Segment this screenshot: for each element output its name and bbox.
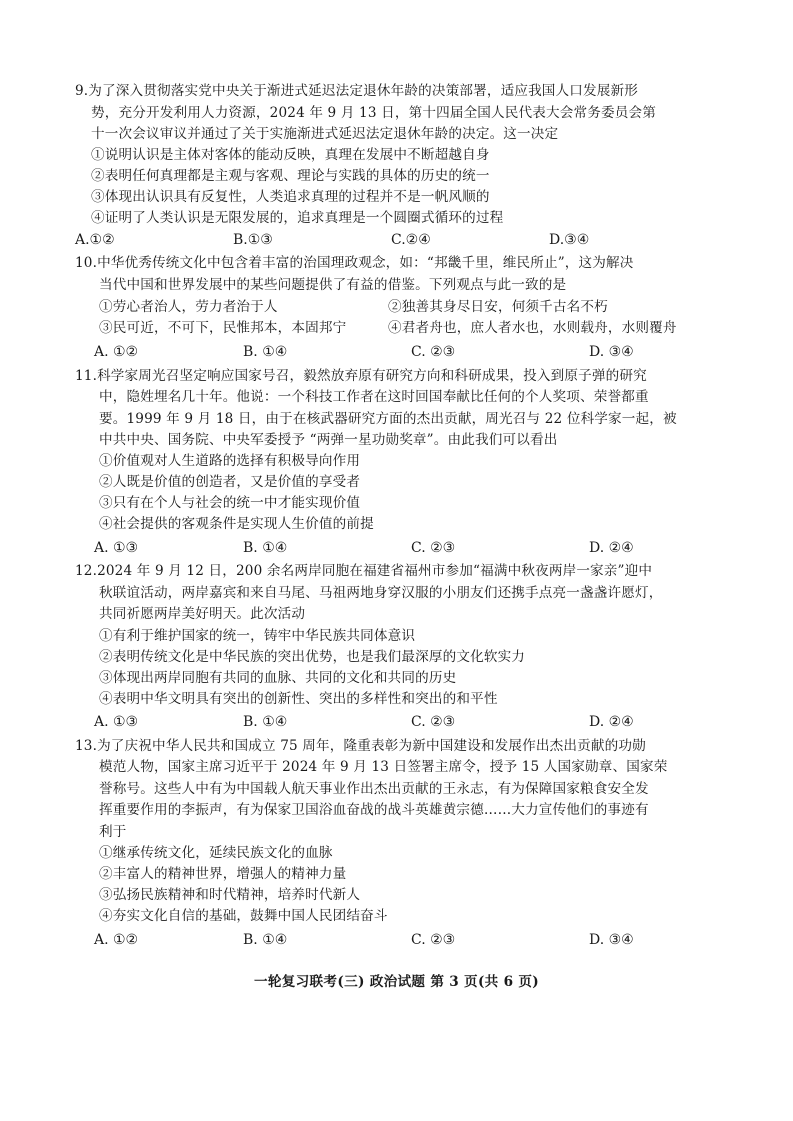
- question-11-option-b: B. ①④: [243, 540, 288, 556]
- question-10-option-c: C. ②③: [411, 344, 456, 360]
- question-9-option-b: B.①③: [233, 232, 273, 248]
- question-10-option-d: D. ③④: [589, 344, 634, 360]
- question-11-item: ①价值观对人生道路的选择有积极导向作用: [99, 453, 361, 469]
- question-9-option-c: C.②④: [391, 232, 431, 248]
- question-13-stem-line: 13.为了庆祝中华人民共和国成立 75 周年，隆重表彰为新中国建设和发展作出杰出贡献的功勋: [75, 738, 646, 754]
- question-9-option-a: A.①②: [75, 232, 115, 248]
- question-13-option-a: A. ①②: [94, 932, 139, 948]
- question-13-item: ②丰富人的精神世界，增强人的精神力量: [99, 866, 347, 882]
- question-13-stem-line: 挥重要作用的李振声，有为保家卫国浴血奋战的战斗英雄黄宗德……大力宣传他们的事迹有: [99, 802, 649, 818]
- question-13-item: ③弘扬民族精神和时代精神，培养时代新人: [99, 887, 361, 903]
- page-footer: 一轮复习联考(三) 政治试题 第 3 页(共 6 页): [253, 974, 540, 990]
- question-11-item: ②人既是价值的创造者，又是价值的享受者: [99, 474, 361, 490]
- question-10-option-a: A. ①②: [94, 344, 139, 360]
- question-12-stem-line: 秋联谊活动，两岸嘉宾和来自马尾、马祖两地身穿汉服的小朋友们还携手点亮一盏盏许愿灯，: [99, 585, 663, 601]
- question-12-item: ②表明传统文化是中华民族的突出优势，也是我们最深厚的文化软实力: [99, 649, 526, 665]
- question-12-item: ④表明中华文明具有突出的创新性、突出的多样性和突出的和平性: [99, 691, 498, 707]
- question-12-item: ①有利于维护国家的统一，铸牢中华民族共同体意识: [99, 628, 416, 644]
- question-10-option-b: B. ①④: [243, 344, 288, 360]
- question-9-item: ①说明认识是主体对客体的能动反映，真理在发展中不断超越自身: [91, 147, 490, 163]
- question-10-stem-line: 10.中华优秀传统文化中包含着丰富的治国理政观念，如：“邦畿千里，维民所止”，这为解决: [75, 255, 634, 271]
- question-11-option-d: D. ②④: [589, 540, 634, 556]
- question-13-option-b: B. ①④: [243, 932, 288, 948]
- question-9-option-d: D.③④: [549, 232, 590, 248]
- question-11-stem-line: 中共中央、国务院、中央军委授予 “两弹一星功勋奖章”。由此我们可以看出: [99, 432, 558, 448]
- question-13-item: ④夯实文化自信的基础，鼓舞中国人民团结奋斗: [99, 908, 388, 924]
- question-12-item: ③体现出两岸同胞有共同的血脉、共同的文化和共同的历史: [99, 670, 457, 686]
- question-12-option-b: B. ①④: [243, 714, 288, 730]
- question-9-item: ②表明任何真理都是主观与客观、理论与实践的具体的历史的统一: [91, 168, 490, 184]
- question-13-option-d: D. ③④: [589, 932, 634, 948]
- question-9-item: ③体现出认识具有反复性，人类追求真理的过程并不是一帆风顺的: [91, 189, 490, 205]
- question-11-item: ③只有在个人与社会的统一中才能实现价值: [99, 495, 361, 511]
- question-12-stem-line: 共同祈愿两岸美好明天。此次活动: [99, 606, 306, 622]
- question-9-stem-line: 势，充分开发利用人力资源，2024 年 9 月 13 日，第十四届全国人民代表大会常务委员会第: [91, 105, 656, 121]
- question-13-stem-line: 模范人物，国家主席习近平于 2024 年 9 月 13 日签署主席令，授予 15 人国家勋章、国家荣: [99, 759, 668, 775]
- question-11-stem-line: 要。1999 年 9 月 18 日，由于在核武器研究方面的杰出贡献，周光召与 22 位科学家一起，被: [99, 411, 677, 427]
- question-12-option-c: C. ②③: [411, 714, 456, 730]
- question-10-item: ③民可近，不可下，民惟邦本，本固邦宁: [99, 320, 347, 336]
- question-12-stem-line: 12.2024 年 9 月 12 日，200 余名两岸同胞在福建省福州市参加“福满中秋夜两岸一家亲”迎中: [75, 563, 653, 579]
- question-11-stem-line: 中，隐姓埋名几十年。他说：一个科技工作者在这时回国奉献比任何的个人奖项、荣誉都重: [99, 389, 649, 405]
- question-11-option-c: C. ②③: [411, 540, 456, 556]
- question-10-stem-line: 当代中国和世界发展中的某些问题提供了有益的借鉴。下列观点与此一致的是: [99, 277, 567, 293]
- question-13-option-c: C. ②③: [411, 932, 456, 948]
- question-10-item: ④君者舟也，庶人者水也，水则载舟，水则覆舟: [388, 320, 677, 336]
- question-12-option-d: D. ②④: [589, 714, 634, 730]
- question-9-stem-line: 十一次会议审议并通过了关于实施渐进式延迟法定退休年龄的决定。这一决定: [91, 126, 559, 142]
- question-13-stem-line: 誉称号。这些人中有为中国载人航天事业作出杰出贡献的王永志，有为保障国家粮食安全发: [99, 781, 649, 797]
- question-11-stem-line: 11.科学家周光召坚定响应国家号召，毅然放弃原有研究方向和科研成果，投入到原子弹的研究: [75, 368, 647, 384]
- question-11-item: ④社会提供的客观条件是实现人生价值的前提: [99, 516, 374, 532]
- question-13-item: ①继承传统文化，延续民族文化的血脉: [99, 845, 333, 861]
- question-10-item: ②独善其身尽日安，何须千古名不朽: [388, 299, 608, 315]
- question-10-item: ①劳心者治人，劳力者治于人: [99, 299, 278, 315]
- question-12-option-a: A. ①③: [94, 714, 139, 730]
- question-9-stem-line: 9.为了深入贯彻落实党中央关于渐进式延迟法定退休年龄的决策部署，适应我国人口发展新形: [75, 83, 639, 99]
- question-9-item: ④证明了人类认识是无限发展的，追求真理是一个圆圈式循环的过程: [91, 210, 504, 226]
- question-11-option-a: A. ①③: [94, 540, 139, 556]
- question-13-stem-line: 利于: [99, 824, 127, 840]
